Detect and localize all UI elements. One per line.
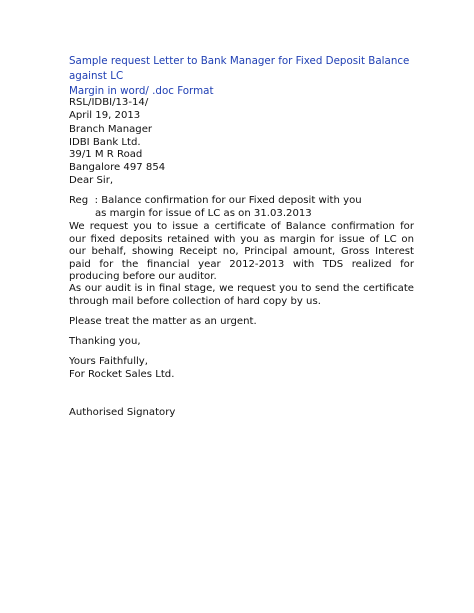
body-paragraph-1: We request you to issue a certificate of Balance confirmation for our fixed deposits retained with you as margin for issue of LC on our behalf, showing Receipt no, Principal amount, Gross Interest paid for the financial year 2012-2013 with TDS realized for producing before our auditor. (69, 221, 414, 283)
subject-block (69, 195, 414, 220)
recipient-address (69, 124, 414, 174)
body-paragraph-2: As our audit is in final stage, we request you to send the certificate through mail before collection of hard copy by us. (69, 283, 414, 307)
closing-block (69, 356, 414, 381)
recipient-line-2: IDBI Bank Ltd. (69, 136, 141, 148)
recipient-line-3: 39/1 M R Road (69, 149, 143, 161)
recipient-line-4: Bangalore 497 854 (69, 161, 166, 173)
reference-number: RSL/IDBI/13-14/ (69, 97, 149, 108)
closing-line-1: Yours Faithfully, (69, 356, 148, 367)
signature-label: Authorised Signatory (69, 407, 176, 418)
title-line-1: Sample request Letter to Bank Manager for Fixed Deposit Balance against LC (69, 55, 410, 82)
subject-line-2: as margin for issue of LC as on 31.03.2013 (95, 207, 312, 219)
document-title (69, 54, 419, 99)
salutation: Dear Sir, (69, 175, 114, 186)
body-paragraph-3: Please treat the matter as an urgent. (69, 316, 257, 327)
recipient-line-1: Branch Manager (69, 124, 153, 135)
letter-date: April 19, 2013 (69, 109, 141, 121)
title-line-2: Margin in word/ .doc Format (69, 85, 214, 97)
body-paragraph-4: Thanking you, (69, 336, 141, 347)
subject-line-1: Reg : Balance confirmation for our Fixed deposit with you (69, 195, 362, 206)
closing-line-2: For Rocket Sales Ltd. (69, 368, 175, 380)
reference-block (69, 97, 414, 122)
